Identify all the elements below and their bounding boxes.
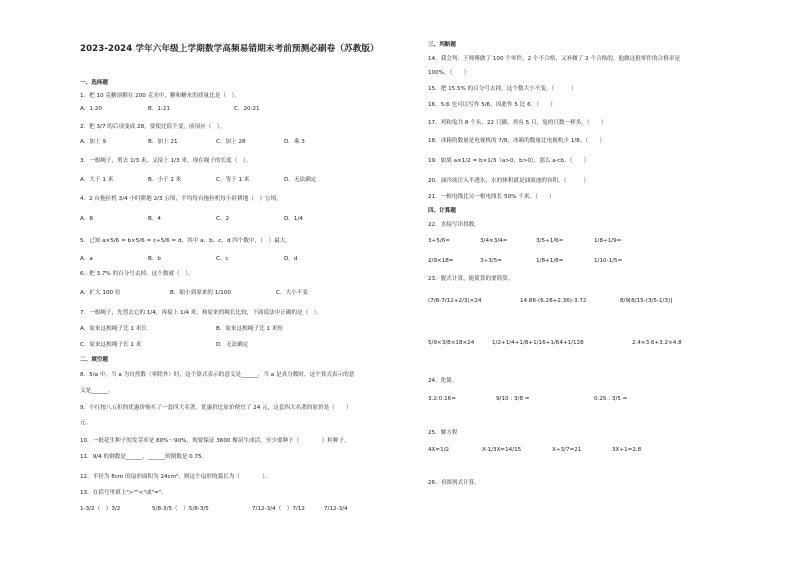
q3-option-b: B．小于 1 米 bbox=[148, 177, 182, 183]
question-10: 10．一批花生种子的发芽率是 80%～90%，现要保证 3600 棵苗生成活，至少要种下（ ）粒种子。 bbox=[80, 438, 350, 444]
q5-option-d: D．d bbox=[284, 256, 298, 262]
section-fill-title: 二、填空题 bbox=[80, 357, 108, 363]
q3-options bbox=[80, 177, 352, 184]
q23-row-1 bbox=[428, 298, 672, 305]
question-4: 4．2 台拖拉机 3/4 小时耕地 2/3 公顷，平均每台拖拉机每小时耕地（ ）公顷。 bbox=[80, 196, 282, 202]
question-21: 21．一根电线比另一根电线长 50% 千米。（ ） bbox=[428, 194, 555, 200]
q23-item-5: 1/2+1/4+1/8+1/16+1/64+1/128 bbox=[492, 340, 584, 346]
q1-option-c: C．20:21 bbox=[234, 106, 260, 112]
question-8: 8．5/a 中，当 a 为自然数（零除外）时，这个算式表示的意义是______，当 a 是真分数时，这个算式表示的意 bbox=[80, 372, 355, 378]
q6-option-a: A．扩大 100 倍 bbox=[80, 290, 121, 296]
q13-item-2: 5/8-3/5（ ）5/8-3/5 bbox=[152, 506, 209, 512]
question-14: 14．我会判：王师傅做了 100 个零件，2 个不合格，又补做了 2 个合格的，他做这批零件的合格率是 bbox=[428, 56, 680, 62]
q23-row-2 bbox=[428, 340, 682, 347]
question-22: 22．直接写出得数。 bbox=[428, 222, 480, 228]
question-5: 5．已知 a×5/6 = b×5/6 = c÷5/6 = d，其中 a、b、c、d 四个数中，（ ）最大。 bbox=[80, 238, 291, 244]
q22-item-3: 3/5÷1/6= bbox=[536, 238, 564, 244]
q22-item-1: 3÷5/6= bbox=[428, 238, 450, 244]
q5-options bbox=[80, 256, 352, 263]
question-18: 18．冰箱的数量是电视机的 7/8，冰箱的数量比电视机少 1/8。（ ） bbox=[428, 138, 605, 144]
q4-option-d: D．1/4 bbox=[284, 216, 303, 222]
q2-option-a: A．加上 9 bbox=[80, 139, 106, 145]
q22-item-6: 3÷3/5= bbox=[480, 258, 502, 264]
q5-option-b: B．b bbox=[148, 256, 161, 262]
question-26: 26．看图列式计算。 bbox=[428, 480, 480, 486]
q13-item-4: 7/12-3/4 bbox=[324, 506, 348, 512]
q13-item-3: 7/12-3/4（ ）7/12 bbox=[252, 506, 305, 512]
q22-item-2: 3/4×3/4= bbox=[480, 238, 508, 244]
section-choice-title: 一、选择题 bbox=[80, 80, 108, 86]
q25-item-3: X÷3/7=21 bbox=[552, 447, 582, 453]
q13-item-1: 1-3/2（ ）3/2 bbox=[80, 506, 121, 512]
q22-item-7: 1/8+1/8= bbox=[536, 258, 564, 264]
q23-item-6: 2.4×3.6+3.2×4.8 bbox=[632, 340, 682, 346]
q1-option-b: B．1:21 bbox=[148, 106, 170, 112]
q2-option-b: B．加上 21 bbox=[148, 139, 178, 145]
q22-item-5: 2/9×18= bbox=[428, 258, 454, 264]
q23-item-2: 14.86-(6.28+2.36)-3.72 bbox=[520, 298, 587, 304]
q13-items bbox=[80, 506, 348, 513]
q25-item-4: 3X+1=2.8 bbox=[612, 447, 642, 453]
question-24: 24．化简。 bbox=[428, 378, 458, 384]
q2-option-c: C．加上 28 bbox=[216, 139, 246, 145]
question-13: 13．在括号里填上">""<"或"="。 bbox=[80, 490, 167, 496]
q24-item-3: 0.25 : 3/5 = bbox=[594, 396, 628, 402]
q7-option-a: A．原来这根绳子比 1 米长 bbox=[80, 326, 147, 332]
q24-item-2: 9/10 : 3/8 = bbox=[496, 396, 530, 402]
q24-items bbox=[428, 396, 627, 403]
q22-row-1 bbox=[428, 238, 621, 245]
q1-option-a: A．1:20 bbox=[80, 106, 102, 112]
question-14-cont: 100%。（ ） bbox=[428, 70, 470, 76]
question-12: 12．半径为 8cm 的扇形面积为 24cm²，则这个扇形的弧长为（ ）。 bbox=[80, 474, 271, 480]
question-9-cont: 元。 bbox=[80, 420, 92, 426]
question-19: 19．如果 a×1/2 = b×1/3（a>0，b>0），那么 a<b。（ ） bbox=[428, 158, 590, 164]
q25-items bbox=[428, 447, 641, 454]
question-23: 23．脱式计算，能简算的要简算。 bbox=[428, 276, 514, 282]
page-title: 2023-2024 学年六年级上学期数学高频易错期末考前预测必刷卷（苏教版） bbox=[80, 44, 379, 54]
q7-option-c: C．原来这根绳子长 1 米 bbox=[80, 342, 142, 348]
q3-option-a: A．大于 1 米 bbox=[80, 177, 114, 183]
question-6: 6．把 3.7% 的百分号去掉，这个数就（ ）。 bbox=[80, 271, 194, 277]
question-7: 7．一根绳子，先剪去它的 1/4，再接上 1/4 米，和原来的绳长比较，下面说法中正确的是（ ）。 bbox=[80, 310, 323, 316]
question-20: 20．油冷液注入半透水，水的体积就是油液池的容积。（ ） bbox=[428, 178, 589, 184]
q22-row-2 bbox=[428, 258, 622, 265]
question-1: 1．把 10 克糖溶解在 200 克水中，糖和糖水的质量比是（ ）。 bbox=[80, 93, 240, 99]
q25-item-2: X-1/3X=14/15 bbox=[482, 447, 522, 453]
question-15: 15．把 15.5% 的百分号去掉，这个数大小不变。（ ） bbox=[428, 86, 577, 92]
q6-option-c: C．大小不变 bbox=[276, 290, 308, 296]
question-16: 16．5:6 也可以写作 5/6，因此作 5 比 6。（ ） bbox=[428, 102, 556, 108]
q6-options bbox=[80, 290, 344, 297]
q3-option-c: C．等于 1 米 bbox=[216, 177, 250, 183]
q7-options-row2 bbox=[80, 342, 284, 349]
q3-option-d: D．无法确定 bbox=[284, 177, 317, 183]
q2-options bbox=[80, 139, 352, 146]
question-8-cont: 义是______。 bbox=[80, 388, 114, 394]
q7-option-b: B．原来这根绳子比 1 米短 bbox=[216, 326, 283, 332]
q23-item-4: 5/9×3/8×18×24 bbox=[428, 340, 475, 346]
q4-option-b: B．4 bbox=[148, 216, 161, 222]
question-11: 11．9/4 的倒数是______，______的倒数是 0.75。 bbox=[80, 454, 208, 460]
q5-option-a: A．a bbox=[80, 256, 93, 262]
question-9: 9．小红按八五折的优惠价购买了一套四大名著，优惠价比原价便宜了 24 元，这套四大名著的原价是（ ） bbox=[80, 405, 352, 411]
q22-item-8: 1/10-1/5= bbox=[594, 258, 623, 264]
q7-options-row1 bbox=[80, 326, 284, 333]
q5-option-c: C．c bbox=[216, 256, 229, 262]
question-2: 2．把 3/7 的后项变成 28，要使比值不变，前项应（ ）。 bbox=[80, 124, 226, 130]
q23-item-3: 8/9[8/15-(3/5-1/3)] bbox=[620, 298, 673, 304]
section-calc-title: 四、计算题 bbox=[428, 208, 456, 214]
q4-option-c: C．2 bbox=[216, 216, 230, 222]
q23-item-1: (7/8-7/12+2/3)×24 bbox=[428, 298, 482, 304]
q6-option-b: B．缩小到原来的 1/100 bbox=[170, 290, 231, 296]
section-judge-title: 三、判断题 bbox=[428, 42, 456, 48]
q4-options bbox=[80, 216, 352, 223]
q4-option-a: A．8 bbox=[80, 216, 93, 222]
question-3: 3．一根绳子，剪去 1/3 米，又接上 1/3 米，现在绳子的长度（ ）。 bbox=[80, 158, 252, 164]
q7-option-d: D．无法确定 bbox=[216, 342, 249, 348]
q22-item-4: 1/8÷1/9= bbox=[594, 238, 622, 244]
question-25: 25．解方程 bbox=[428, 430, 458, 436]
q25-item-1: 4X=1/2 bbox=[428, 447, 450, 453]
q2-option-d: D．乘 3 bbox=[284, 139, 305, 145]
q24-item-1: 3.2:0.16= bbox=[428, 396, 456, 402]
question-17: 17．鸡和兔共 8 个头，22 只脚，鸡有 5 只，兔的只数一样多。（ ） bbox=[428, 120, 607, 126]
q1-options bbox=[80, 106, 302, 113]
